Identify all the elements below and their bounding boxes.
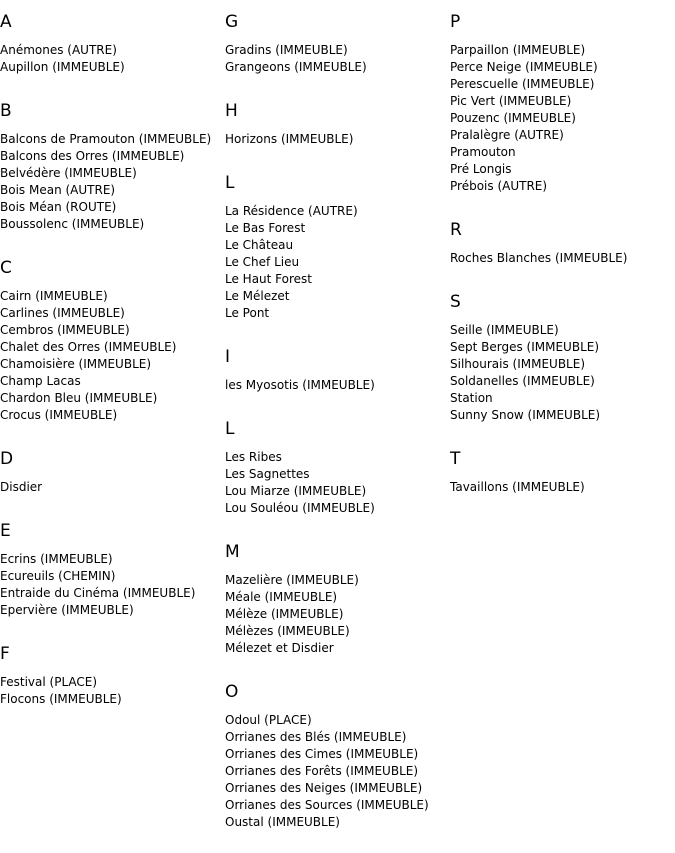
index-column-3 — [450, 0, 675, 496]
letter-group — [225, 347, 450, 394]
street-list — [225, 203, 450, 322]
street-list-item: Balcons de Pramouton (IMMEUBLE) — [0, 132, 212, 146]
street-list-item: Sept Berges (IMMEUBLE) — [450, 340, 600, 354]
street-list-item: Mélezet et Disdier — [225, 641, 334, 655]
letter-group — [450, 220, 675, 267]
street-list-item: Champ Lacas — [0, 374, 81, 388]
street-list-item: Mélèzes (IMMEUBLE) — [225, 624, 350, 638]
street-list-item: Le Haut Forest — [225, 272, 312, 286]
section-letter-heading: M — [225, 542, 240, 562]
section-letter-heading: T — [450, 449, 461, 469]
street-list-item: Mélèze (IMMEUBLE) — [225, 607, 344, 621]
street-list-item: Epervière (IMMEUBLE) — [0, 603, 134, 617]
index-column-1 — [0, 0, 225, 708]
street-list-item: Soldanelles (IMMEUBLE) — [450, 374, 595, 388]
section-letter-heading: L — [225, 173, 235, 193]
street-list-item: Aupillon (IMMEUBLE) — [0, 60, 125, 74]
street-list-item: Cairn (IMMEUBLE) — [0, 289, 108, 303]
section-letter-heading: G — [225, 12, 239, 32]
street-list-item: les Myosotis (IMMEUBLE) — [225, 378, 375, 392]
street-list-item: Horizons (IMMEUBLE) — [225, 132, 354, 146]
street-list-item: Pralalègre (AUTRE) — [450, 128, 564, 142]
street-list-item: Mazelière (IMMEUBLE) — [225, 573, 359, 587]
street-list — [0, 551, 225, 619]
street-list-item: Les Sagnettes — [225, 467, 310, 481]
street-list-item: Chamoisière (IMMEUBLE) — [0, 357, 152, 371]
street-list-item: Lou Miarze (IMMEUBLE) — [225, 484, 367, 498]
street-list-item: Perce Neige (IMMEUBLE) — [450, 60, 598, 74]
street-list-item: Festival (PLACE) — [0, 675, 98, 689]
letter-group — [225, 419, 450, 517]
street-list — [225, 131, 450, 148]
letter-group — [225, 682, 450, 831]
street-list — [450, 42, 675, 195]
street-list — [225, 712, 450, 831]
street-list-item: Le Pont — [225, 306, 270, 320]
section-letter-heading: S — [450, 292, 461, 312]
street-list-item: Pouzenc (IMMEUBLE) — [450, 111, 576, 125]
section-letter-heading: B — [0, 101, 12, 121]
street-list-item: Crocus (IMMEUBLE) — [0, 408, 118, 422]
street-list — [0, 479, 225, 496]
street-list-item: Carlines (IMMEUBLE) — [0, 306, 125, 320]
street-list-item: Belvédère (IMMEUBLE) — [0, 166, 137, 180]
street-list-item: Grangeons (IMMEUBLE) — [225, 60, 367, 74]
street-list-item: Oustal (IMMEUBLE) — [225, 815, 340, 829]
street-list-item: Sunny Snow (IMMEUBLE) — [450, 408, 601, 422]
section-letter-heading: E — [0, 521, 11, 541]
street-list — [225, 449, 450, 517]
street-list-item: Orrianes des Neiges (IMMEUBLE) — [225, 781, 423, 795]
street-list — [225, 572, 450, 657]
street-list-item: Entraide du Cinéma (IMMEUBLE) — [0, 586, 196, 600]
street-list — [225, 377, 450, 394]
street-list-item: Anémones (AUTRE) — [0, 43, 117, 57]
letter-group — [0, 101, 225, 233]
street-list-item: Chalet des Orres (IMMEUBLE) — [0, 340, 177, 354]
street-list-item: Tavaillons (IMMEUBLE) — [450, 480, 585, 494]
street-list-item: Ecureuils (CHEMIN) — [0, 569, 116, 583]
street-list-item: Cembros (IMMEUBLE) — [0, 323, 130, 337]
street-list-item: Gradins (IMMEUBLE) — [225, 43, 348, 57]
letter-group — [450, 12, 675, 195]
street-list-item: Orrianes des Blés (IMMEUBLE) — [225, 730, 407, 744]
street-list-item: Le Château — [225, 238, 294, 252]
street-list-item: Flocons (IMMEUBLE) — [0, 692, 122, 706]
letter-group — [225, 542, 450, 657]
street-list-item: Pic Vert (IMMEUBLE) — [450, 94, 572, 108]
street-list-item: Méale (IMMEUBLE) — [225, 590, 338, 604]
street-list-item: Boussolenc (IMMEUBLE) — [0, 217, 145, 231]
section-letter-heading: H — [225, 101, 238, 121]
letter-group — [225, 12, 450, 76]
street-list-item: Bois Méan (ROUTE) — [0, 200, 117, 214]
street-list-item: Ecrins (IMMEUBLE) — [0, 552, 113, 566]
section-letter-heading: R — [450, 220, 462, 240]
index-column-2 — [225, 0, 450, 831]
street-list — [0, 288, 225, 424]
section-letter-heading: I — [225, 347, 231, 367]
street-list — [450, 479, 675, 496]
street-list-item: Orrianes des Cimes (IMMEUBLE) — [225, 747, 419, 761]
street-list-item: Odoul (PLACE) — [225, 713, 312, 727]
letter-group — [450, 292, 675, 424]
street-list — [0, 42, 225, 76]
letter-group — [0, 258, 225, 424]
letter-group — [0, 521, 225, 619]
street-list-item: Pré Longis — [450, 162, 512, 176]
street-list-item: Balcons des Orres (IMMEUBLE) — [0, 149, 185, 163]
street-list-item: Silhourais (IMMEUBLE) — [450, 357, 585, 371]
section-letter-heading: D — [0, 449, 14, 469]
letter-group — [0, 644, 225, 708]
section-letter-heading: L — [225, 419, 235, 439]
street-list-item: Bois Mean (AUTRE) — [0, 183, 116, 197]
street-list-item: Parpaillon (IMMEUBLE) — [450, 43, 586, 57]
letter-group — [225, 101, 450, 148]
street-list-item: Disdier — [0, 480, 43, 494]
street-list — [225, 42, 450, 76]
street-list — [450, 322, 675, 424]
section-letter-heading: F — [0, 644, 10, 664]
street-list-item: Orrianes des Forêts (IMMEUBLE) — [225, 764, 419, 778]
letter-group — [225, 173, 450, 322]
street-list-item: Lou Souléou (IMMEUBLE) — [225, 501, 375, 515]
section-letter-heading: O — [225, 682, 239, 702]
street-list-item: Roches Blanches (IMMEUBLE) — [450, 251, 628, 265]
street-list-item: Le Chef Lieu — [225, 255, 300, 269]
street-list — [450, 250, 675, 267]
section-letter-heading: P — [450, 12, 461, 32]
street-list-item: Prébois (AUTRE) — [450, 179, 548, 193]
street-list-item: Seille (IMMEUBLE) — [450, 323, 559, 337]
section-letter-heading: A — [0, 12, 12, 32]
street-list-item: Chardon Bleu (IMMEUBLE) — [0, 391, 158, 405]
street-list — [0, 131, 225, 233]
section-letter-heading: C — [0, 258, 12, 278]
street-list-item: Le Mélezet — [225, 289, 290, 303]
letter-group — [0, 449, 225, 496]
street-list-item: Les Ribes — [225, 450, 282, 464]
street-list — [0, 674, 225, 708]
street-list-item: Perescuelle (IMMEUBLE) — [450, 77, 595, 91]
letter-group — [0, 12, 225, 76]
street-list-item: Orrianes des Sources (IMMEUBLE) — [225, 798, 429, 812]
street-list-item: Pramouton — [450, 145, 516, 159]
street-list-item: Le Bas Forest — [225, 221, 306, 235]
letter-group — [450, 449, 675, 496]
street-list-item: La Résidence (AUTRE) — [225, 204, 358, 218]
street-list-item: Station — [450, 391, 493, 405]
